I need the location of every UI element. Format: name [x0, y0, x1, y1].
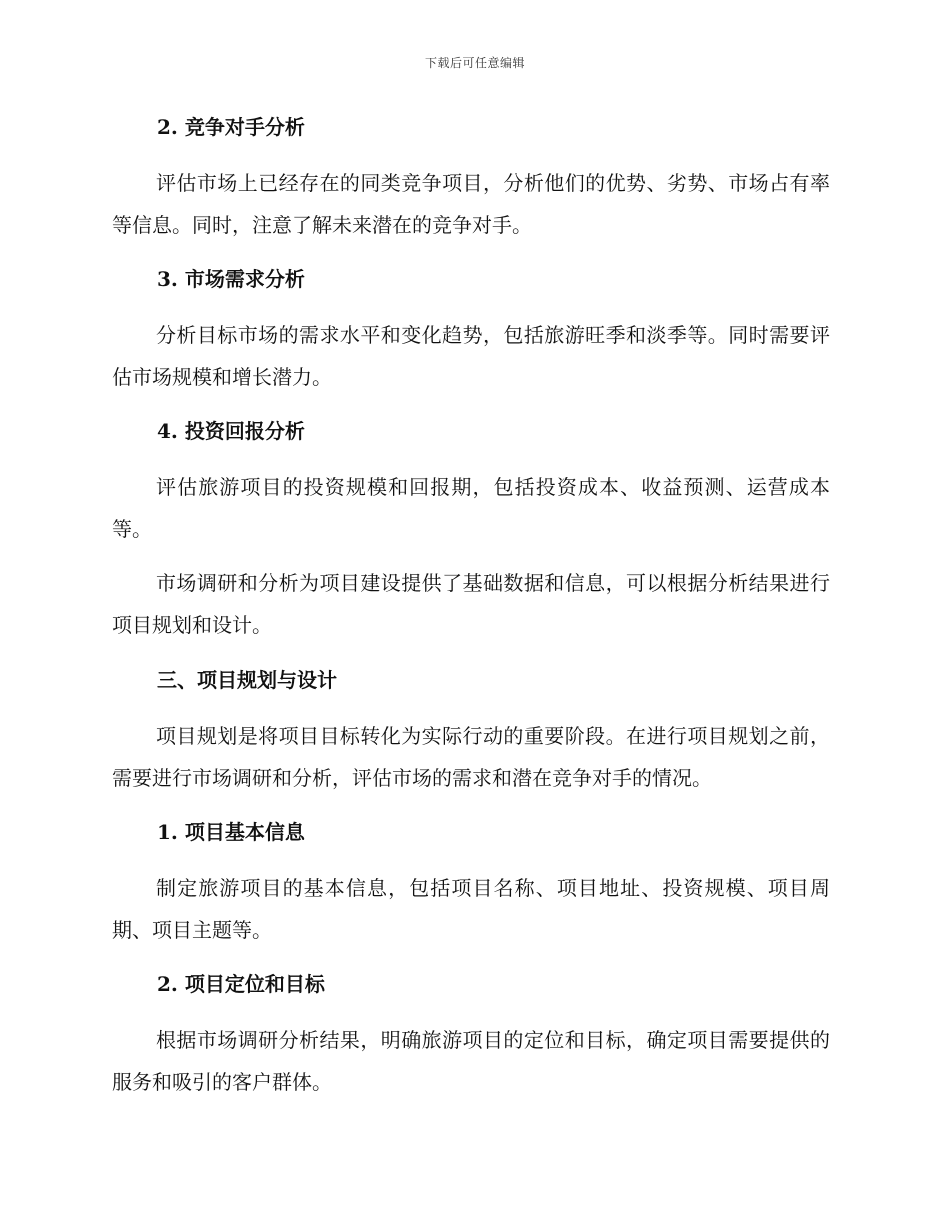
heading-competitor-analysis: 2. 竞争对手分析 [157, 115, 305, 139]
paragraph-market-demand: 分析目标市场的需求水平和变化趋势，包括旅游旺季和淡季等。同时需要评估市场规模和增长潜力。 [112, 323, 830, 389]
paragraph-research-summary: 市场调研和分析为项目建设提供了基础数据和信息，可以根据分析结果进行项目规划和设计。 [112, 571, 830, 637]
heading-project-positioning: 2. 项目定位和目标 [157, 972, 325, 996]
paragraph-project-positioning: 根据市场调研分析结果，明确旅游项目的定位和目标，确定项目需要提供的服务和吸引的客户群体。 [112, 1028, 830, 1094]
paragraph-investment-return: 评估旅游项目的投资规模和回报期，包括投资成本、收益预测、运营成本等。 [112, 475, 830, 541]
heading-market-demand: 3. 市场需求分析 [157, 267, 305, 291]
heading-project-basic-info: 1. 项目基本信息 [157, 820, 305, 844]
heading-section-planning-design: 三、项目规划与设计 [157, 668, 337, 692]
paragraph-competitor-analysis: 评估市场上已经存在的同类竞争项目，分析他们的优势、劣势、市场占有率等信息。同时，注意了解未来潜在的竞争对手。 [112, 171, 830, 237]
heading-investment-return: 4. 投资回报分析 [157, 419, 305, 443]
paragraph-project-basic-info: 制定旅游项目的基本信息，包括项目名称、项目地址、投资规模、项目周期、项目主题等。 [112, 876, 830, 942]
page-header: 下载后可任意编辑 [424, 56, 525, 70]
paragraph-planning-design: 项目规划是将项目目标转化为实际行动的重要阶段。在进行项目规划之前，需要进行市场调研和分析，评估市场的需求和潜在竞争对手的情况。 [112, 724, 830, 790]
